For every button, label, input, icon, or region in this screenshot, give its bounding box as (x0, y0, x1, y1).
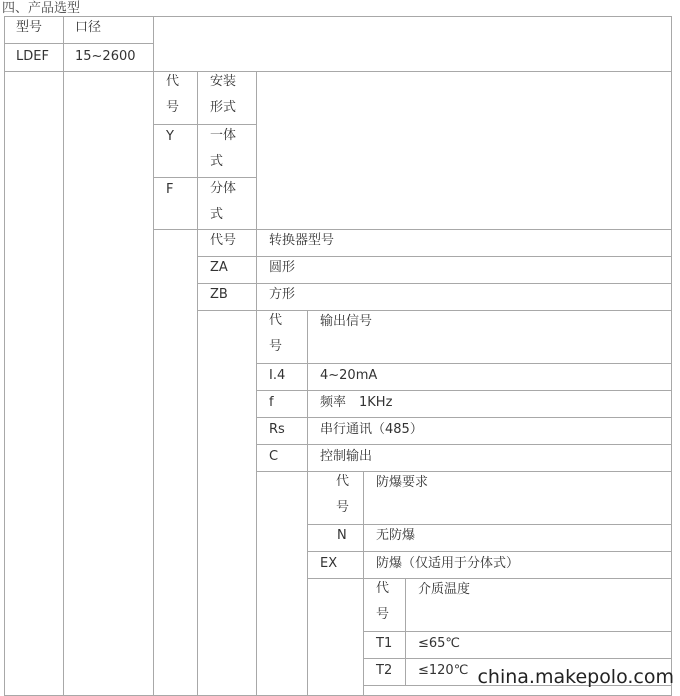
explosion-spacer (256, 471, 308, 696)
output-code-header: 代号 (269, 313, 283, 354)
model-header-cell (4, 16, 64, 44)
output-name-f: 频率 1KHz (320, 395, 393, 410)
output-code-i4-cell (256, 363, 308, 391)
install-name-f-cell (197, 177, 257, 230)
output-code-i4: I.4 (269, 368, 286, 383)
temp-code-header: 代号 (376, 581, 390, 622)
model-value-cell (4, 43, 64, 72)
converter-code-header: 代号 (210, 233, 237, 248)
output-name-rs: 串行通讯（485） (320, 422, 423, 437)
explosion-name-n-cell (363, 524, 672, 552)
output-spacer (197, 310, 257, 696)
explosion-name-ex: 防爆（仅适用于分体式） (376, 556, 520, 571)
output-name-rs-cell (307, 417, 672, 445)
converter-code-za-cell (197, 256, 257, 284)
output-name-f-cell (307, 390, 672, 418)
install-code-f: F (166, 182, 174, 197)
spacer-col-2 (63, 71, 154, 696)
temp-name-header-cell (405, 578, 672, 632)
converter-name-za-cell (256, 256, 672, 284)
converter-name-zb-cell (256, 283, 672, 311)
output-code-rs: Rs (269, 422, 285, 437)
output-name-header-cell (307, 310, 672, 364)
converter-code-zb-cell (197, 283, 257, 311)
converter-code-zb: ZB (210, 287, 228, 302)
section-title: 四、产品选型 (2, 1, 81, 16)
spacer-col-1 (4, 71, 64, 696)
temp-name-t1: ≤65℃ (418, 636, 461, 651)
output-code-header-cell (256, 310, 308, 364)
output-name-i4-cell (307, 363, 672, 391)
diameter-header: 口径 (75, 20, 102, 35)
model-header: 型号 (16, 20, 43, 35)
converter-name-header-cell (256, 229, 672, 257)
install-name-y: 一体式 (210, 128, 237, 169)
output-code-f: f (269, 395, 274, 410)
install-name-y-cell (197, 124, 257, 178)
output-code-c-cell (256, 444, 308, 472)
output-name-c-cell (307, 444, 672, 472)
temp-code-t2-cell (363, 658, 406, 686)
install-code-y-cell (153, 124, 198, 178)
watermark: china.makepolo.com (477, 666, 674, 688)
output-code-rs-cell (256, 417, 308, 445)
explosion-name-n: 无防爆 (376, 528, 416, 543)
install-name-header-cell (197, 71, 257, 125)
diameter-value: 15~2600 (75, 49, 136, 64)
temp-name-t1-cell (405, 631, 672, 659)
output-code-f-cell (256, 390, 308, 418)
explosion-code-n-cell (307, 524, 364, 552)
output-name-i4: 4~20mA (320, 368, 378, 383)
install-filler (256, 71, 672, 230)
temp-spacer (307, 578, 364, 696)
temp-code-t1: T1 (376, 636, 393, 651)
output-name-c: 控制输出 (320, 449, 373, 464)
install-code-header-cell (153, 71, 198, 125)
temp-code-t2: T2 (376, 663, 393, 678)
install-code-header: 代号 (166, 74, 180, 115)
model-value: LDEF (16, 49, 49, 64)
install-code-f-cell (153, 177, 198, 230)
install-code-y: Y (166, 129, 174, 144)
install-name-header: 安装形式 (210, 74, 237, 115)
temp-code-header-cell (363, 578, 406, 632)
temp-code-t1-cell (363, 631, 406, 659)
explosion-code-header-cell (307, 471, 364, 525)
temp-name-header: 介质温度 (418, 582, 471, 597)
explosion-code-header: 代号 (335, 474, 349, 515)
temp-name-t2: ≤120℃ (418, 663, 469, 678)
explosion-code-ex-cell (307, 551, 364, 579)
output-code-c: C (269, 449, 279, 464)
explosion-code-n: N (337, 528, 347, 543)
converter-name-za: 圆形 (269, 260, 296, 275)
explosion-code-ex: EX (320, 556, 338, 571)
diameter-value-cell (63, 43, 154, 72)
converter-name-zb: 方形 (269, 287, 296, 302)
install-name-f: 分体式 (210, 181, 237, 222)
converter-spacer (153, 229, 198, 696)
output-name-header: 输出信号 (320, 314, 373, 329)
explosion-name-header-cell (363, 471, 672, 525)
diameter-header-cell (63, 16, 154, 44)
converter-code-header-cell (197, 229, 257, 257)
explosion-name-ex-cell (363, 551, 672, 579)
explosion-name-header: 防爆要求 (376, 475, 429, 490)
converter-code-za: ZA (210, 260, 228, 275)
converter-name-header: 转换器型号 (269, 233, 335, 248)
row1-filler (153, 16, 672, 72)
